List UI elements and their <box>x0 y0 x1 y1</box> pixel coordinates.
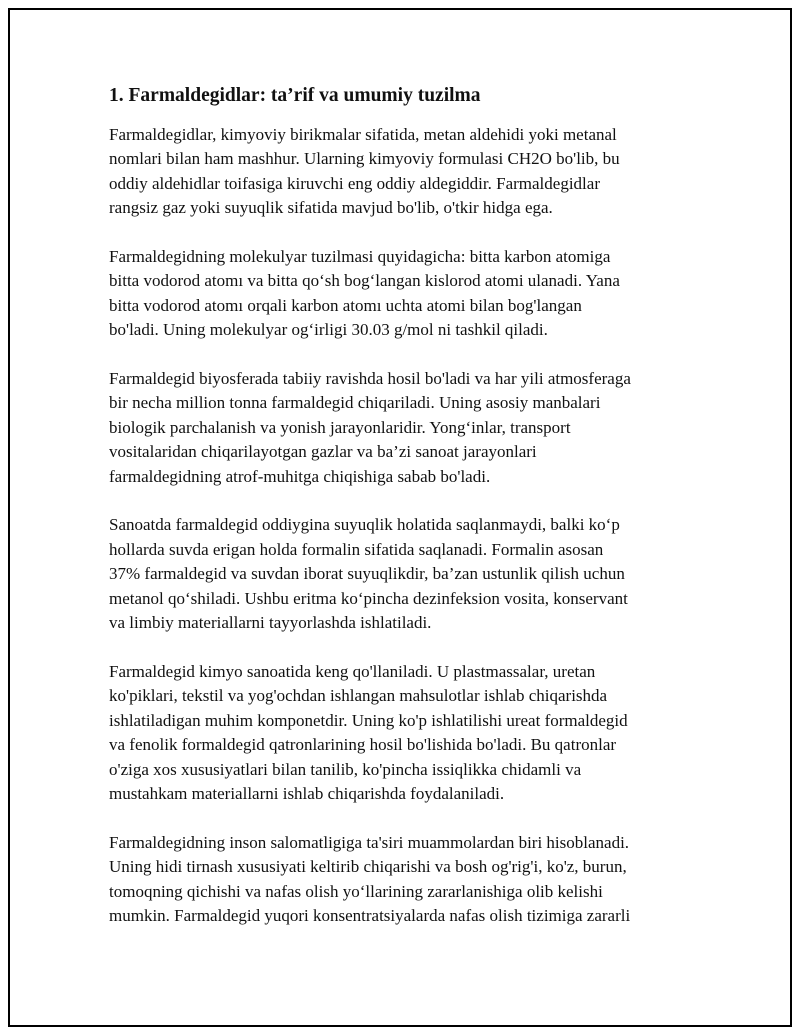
text-line: Farmaldegidlar, kimyoviy birikmalar sifatida, metan aldehidi yoki metanal <box>109 125 617 144</box>
text-line: va limbiy materiallarni tayyorlashda ishlatiladi. <box>109 613 432 633</box>
text-line: bo'ladi. Uning molekulyar og‘irligi 30.03 g/mol ni tashkil qiladi. <box>109 320 548 340</box>
text-line: oddiy aldehidlar toifasiga kiruvchi eng oddiy aldegiddir. Farmaldegidlar <box>109 173 600 193</box>
text-line: mustahkam materiallarni ishlab chiqarishda foydalaniladi. <box>109 783 505 803</box>
text-line: bitta vodorod atomı va bitta qo‘sh bog‘langan kislorod atomi ulanadi. Yana <box>109 271 620 291</box>
text-line: biologik parchalanish va yonish jarayonlaridir. Yong‘inlar, transport <box>109 417 571 437</box>
text-line: vositalaridan chiqarilayotgan gazlar va ba’zi sanoat jarayonlari <box>109 442 537 462</box>
text-line: Sanoatda farmaldegid oddiygina suyuqlik holatida saqlanmaydi, balki ko‘p <box>109 515 620 535</box>
text-line: metanol qo‘shiladi. Ushbu eritma ko‘pincha dezinfeksion vosita, konservant <box>109 588 628 608</box>
paragraph-4 <box>109 513 689 635</box>
text-line: hollarda suvda erigan holda formalin sifatida saqlanadi. Formalin asosan <box>109 539 604 559</box>
paragraph-2 <box>109 245 689 343</box>
text-line: farmaldegidning atrof-muhitga chiqishiga sabab bo'ladi. <box>109 466 491 486</box>
document-body <box>109 83 689 953</box>
text-line: bitta vodorod atomı orqali karbon atomı uchta atomi bilan bog'langan <box>109 295 582 315</box>
text-line: 37% farmaldegid va suvdan iborat suyuqlikdir, ba’zan ustunlik qilish uchun <box>109 564 625 584</box>
section-heading: 1. Farmaldegidlar: ta’rif va umumiy tuzilma <box>109 85 481 106</box>
text-line: Farmaldegid biyosferada tabiiy ravishda hosil bo'ladi va har yili atmosferaga <box>109 369 631 389</box>
text-line: Farmaldegidning inson salomatligiga ta'siri muammolardan biri hisoblanadi. <box>109 832 630 852</box>
text-line: bir necha million tonna farmaldegid chiqariladi. Uning asosiy manbalari <box>109 393 601 413</box>
text-line: nomlari bilan ham mashhur. Ularning kimyoviy formulasi CH2O bo'lib, bu <box>109 149 620 169</box>
text-line: mumkin. Farmaldegid yuqori konsentratsiyalarda nafas olish tizimiga zararli <box>109 905 631 925</box>
text-line: va fenolik formaldegid qatronlarining hosil bo'lishida bo'ladi. Bu qatronlar <box>109 735 617 755</box>
text-line: ko'piklari, tekstil va yog'ochdan ishlangan mahsulotlar ishlab chiqarishda <box>109 686 608 706</box>
text-line: ishlatiladigan muhim komponetdir. Uning ko'p ishlatilishi ureat formaldegid <box>109 710 628 730</box>
paragraph-3 <box>109 367 689 489</box>
text-line: Uning hidi tirnash xususiyati keltirib chiqarishi va bosh og'rig'i, ko'z, burun, <box>109 857 627 877</box>
paragraph-1 <box>109 123 689 221</box>
text-line: Farmaldegid kimyo sanoatida keng qo'llaniladi. U plastmassalar, uretan <box>109 661 596 681</box>
text-line: rangsiz gaz yoki suyuqlik sifatida mavjud bo'lib, o'tkir hidga ega. <box>109 198 553 218</box>
text-line: Farmaldegidning molekulyar tuzilmasi quyidagicha: bitta karbon atomiga <box>109 247 611 267</box>
paragraph-6 <box>109 831 689 929</box>
text-line: tomoqning qichishi va nafas olish yo‘llarining zararlanishiga olib kelishi <box>109 881 603 901</box>
text-line: o'ziga xos xususiyatlari bilan tanilib, ko'pincha issiqlikka chidamli va <box>109 759 582 779</box>
paragraph-5 <box>109 660 689 806</box>
